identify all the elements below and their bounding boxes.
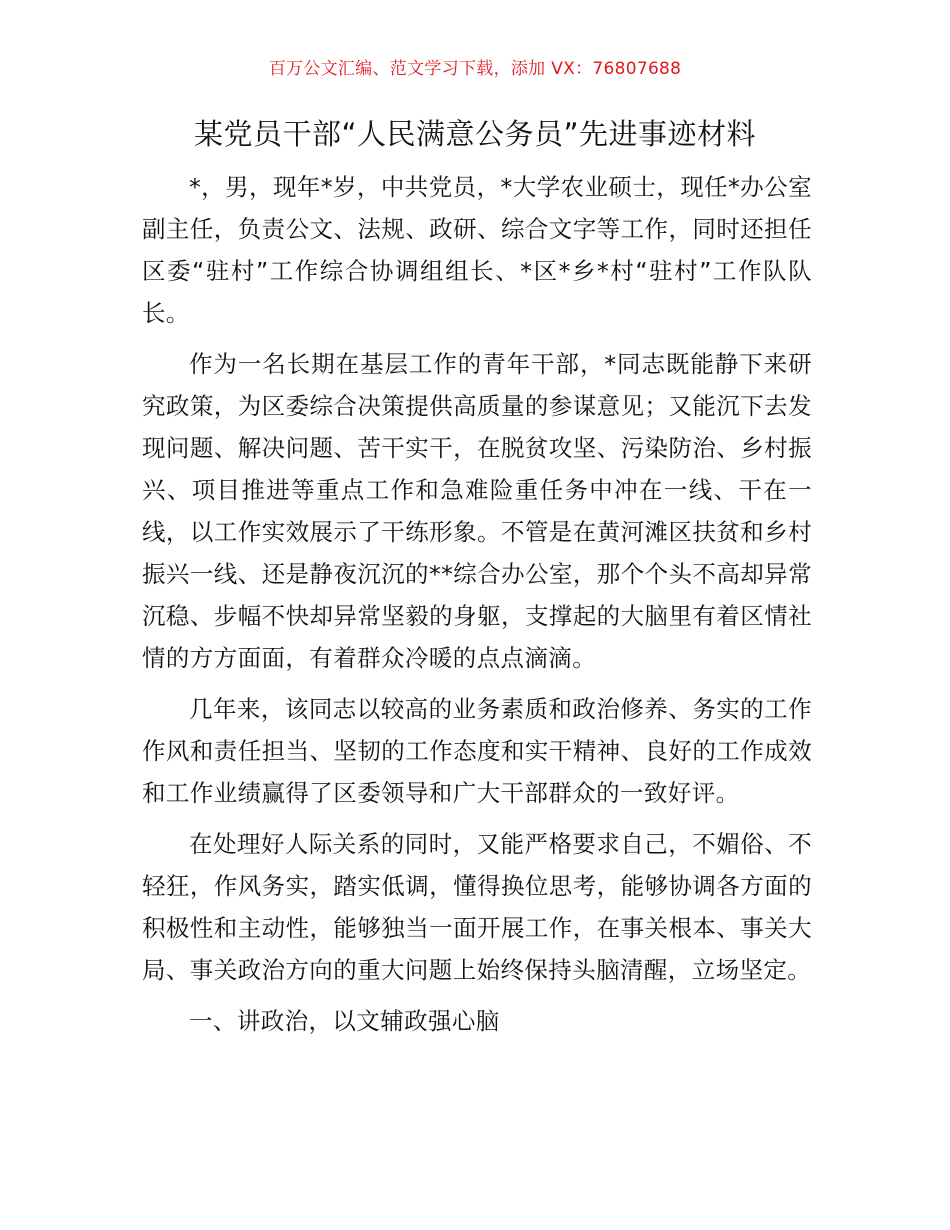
section-heading: 一、讲政治，以文辅政强心脑 xyxy=(189,1007,500,1035)
paragraph-evaluation: 几年来，该同志以较高的业务素质和政治修养、务实的工作作风和责任担当、坚韧的工作态度和实干精神、良好的工作成效和工作业绩赢得了区委领导和广大干部群众的一致好评。 xyxy=(142,695,812,807)
paragraph-conduct: 在处理好人际关系的同时，又能严格要求自己，不媚俗、不轻狂，作风务实，踏实低调，懂得换位思考，能够协调各方面的积极性和主动性，能够独当一面开展工作，在事关根本、事关大局、事关政治方向的重大问题上始终保持头脑清醒，立场坚定。 xyxy=(142,830,812,984)
paragraph-profile: 作为一名长期在基层工作的青年干部，*同志既能静下来研究政策，为区委综合决策提供高质量的参谋意见；又能沉下去发现问题、解决问题、苦干实干，在脱贫攻坚、污染防治、乡村振兴、项目推进等重点工作和急难险重任务中冲在一线、干在一线，以工作实效展示了干练形象。不管是在黄河滩区扶贫和乡村振兴一线、还是静夜沉沉的**综合办公室，那个个头不高却异常沉稳、步幅不快却异常坚毅的身躯，支撑起的大脑里有着区情社情的方方面面，有着群众冷暖的点点滴滴。 xyxy=(142,350,812,672)
document-title: 某党员干部“人民满意公务员”先进事迹材料 xyxy=(193,117,757,151)
paragraph-intro: *，男，现年*岁，中共党员，*大学农业硕士，现任*办公室副主任，负责公文、法规、政研、综合文字等工作，同时还担任区委“驻村”工作综合协调组组长、*区*乡*村“驻村”工作队队长。 xyxy=(142,173,812,327)
header-banner: 百万公文汇编、范文学习下载，添加 VX：76807688 xyxy=(268,59,682,79)
document-body xyxy=(142,166,812,1042)
